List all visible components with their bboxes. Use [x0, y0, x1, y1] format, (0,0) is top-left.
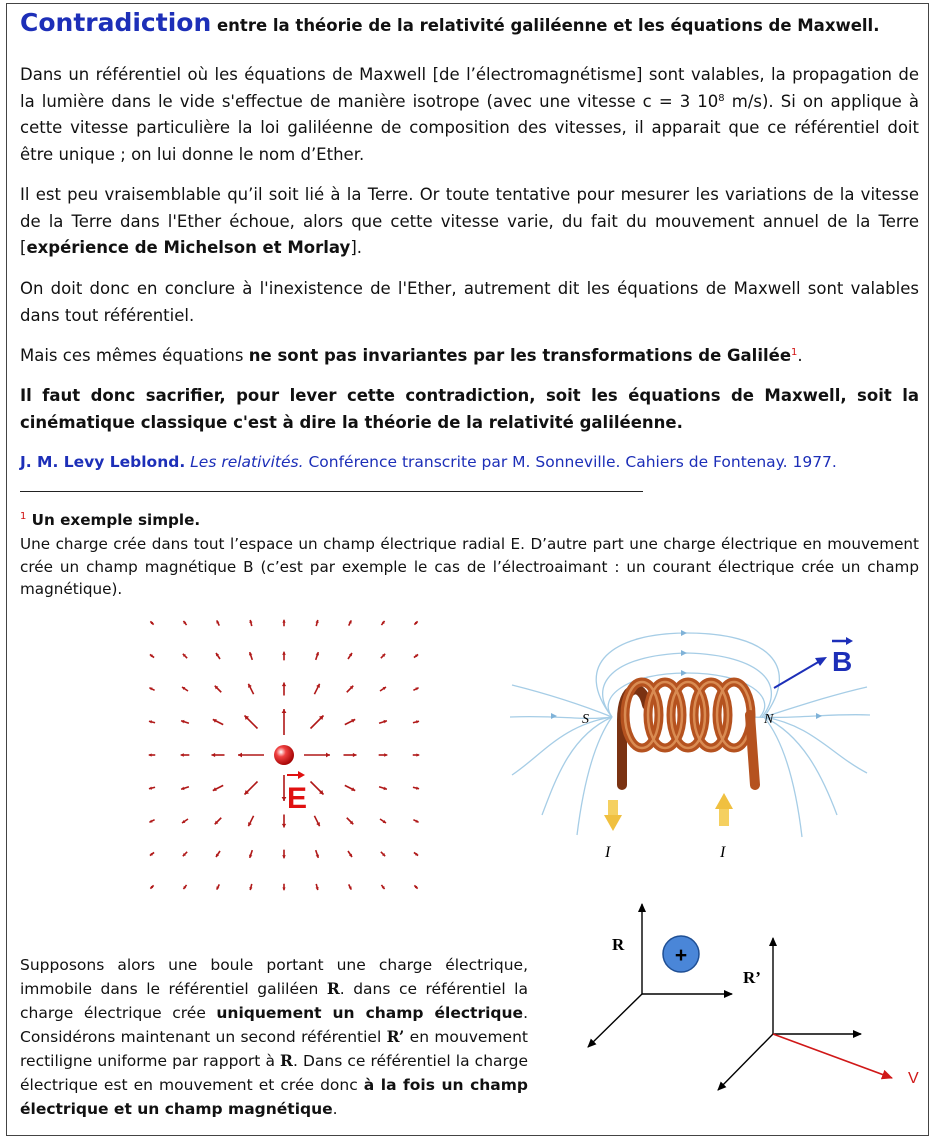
- field-arrowhead: [149, 753, 152, 756]
- para4-text-b: .: [797, 346, 803, 365]
- title-main: Contradiction: [20, 8, 212, 37]
- b-label: B: [832, 646, 853, 677]
- exponent: 8: [718, 92, 725, 104]
- bottom-text-3: . Considérons maintenant un second référentiel: [20, 1004, 528, 1046]
- reference-details: Conférence transcrite par M. Sonneville. Cahiers de Fontenay. 1977.: [303, 453, 837, 471]
- ref-r-2: R: [280, 1051, 293, 1070]
- field-arrowhead: [282, 887, 285, 890]
- frame-r-prime-axes: [718, 938, 861, 1090]
- bottom-paragraph: [20, 953, 528, 1121]
- field-arrowhead: [326, 753, 330, 758]
- bottom-text-4: en mouvement rectiligne uniforme par rapport à: [20, 1028, 528, 1070]
- paragraph-1: [20, 62, 919, 168]
- page-title: [20, 8, 920, 37]
- bottom-text-1: Supposons alors une boule portant une charge électrique, immobile dans le référentiel galiléen: [20, 956, 528, 998]
- ref-r-1: R: [326, 979, 340, 998]
- para4-bold: ne sont pas invariantes par les transformations de Galilée: [248, 346, 792, 365]
- footnote-heading-text: Un exemple simple.: [26, 511, 201, 529]
- field-arrowhead: [416, 753, 419, 756]
- field-arrowhead: [212, 753, 216, 757]
- para2-text-b: ].: [350, 238, 363, 257]
- bottom-bold-1: uniquement un champ électrique: [216, 1004, 524, 1022]
- footnote-number: 1: [20, 511, 27, 522]
- frame-r-prime-label: R’: [743, 968, 761, 987]
- e-label: E: [287, 782, 308, 815]
- north-label: N: [764, 712, 774, 727]
- field-arrowhead: [282, 652, 286, 655]
- reference-frames-diagram: [580, 900, 925, 1100]
- field-arrowhead: [353, 753, 357, 757]
- bottom-text-5: . Dans ce référentiel la charge électrique est en mouvement et crée donc: [20, 1052, 528, 1094]
- field-arrowhead: [282, 683, 286, 687]
- bottom-text-6: .: [332, 1100, 338, 1118]
- paragraph-5: Il faut donc sacrifier, pour lever cette contradiction, soit les équations de Maxwell, soit la cinématique classique c'est à dire la théorie de la relativité galiléenne.: [20, 386, 919, 432]
- field-arrowhead: [282, 620, 285, 623]
- field-arrowhead: [384, 753, 387, 757]
- para4-text-a: Mais ces mêmes équations: [20, 346, 249, 365]
- para2-text-a: Il est peu vraisemblable qu’il soit lié à la Terre. Or toute tentative pour mesurer les variations de la vitesse de la Terre dans l'Ether échoue, alors que cette vitesse varie, du fait du mouvement annuel de la Terre [: [20, 185, 919, 257]
- michelson-morlay: expérience de Michelson et Morlay: [26, 238, 351, 257]
- bottom-bold-2: à la fois un champ électrique et un champ magnétique: [20, 1076, 528, 1118]
- south-label: S: [582, 712, 589, 727]
- field-arrowhead: [238, 753, 242, 758]
- reference: [20, 453, 919, 471]
- title-rest: entre la théorie de la relativité galiléenne et les équations de Maxwell.: [211, 16, 880, 35]
- current-label-left: I: [605, 844, 611, 861]
- field-arrowhead: [282, 824, 286, 828]
- field-arrowhead: [282, 855, 286, 858]
- paragraph-4: [20, 343, 919, 370]
- current-label-right: I: [720, 844, 726, 861]
- charge-sign: +: [674, 944, 688, 967]
- electromagnet-diagram: [502, 625, 872, 865]
- frame-r-label: R: [612, 935, 625, 954]
- frame-r-axes: [588, 904, 732, 1047]
- footnote-marker[interactable]: 1: [791, 347, 798, 358]
- bottom-text-2: . dans ce référentiel la charge électrique crée: [20, 980, 528, 1022]
- para1-text-b: m/s). Si on applique à cette vitesse particulière la loi galiléenne de composition des vitesses, il apparait que ce référentiel doit être unique ; on lui donne le nom d’Ether.: [20, 91, 919, 164]
- footnote-separator: [20, 491, 643, 492]
- field-arrowhead: [282, 709, 287, 713]
- field-arrowhead: [282, 797, 287, 801]
- paragraph-3: On doit donc en conclure à l'inexistence de l'Ether, autrement dit les équations de Maxwell sont valables dans tout référentiel.: [20, 279, 919, 325]
- velocity-label: V: [908, 1070, 919, 1087]
- para1-text-a: Dans un référentiel où les équations de Maxwell [de l’électromagnétisme] sont valables, la propagation de la lumière dans le vide s'effectue de manière isotrope (avec une vitesse c = 3 10: [20, 65, 919, 111]
- paragraph-2: [20, 182, 919, 262]
- point-charge: [274, 745, 294, 765]
- velocity-vector: [773, 1034, 892, 1078]
- footnote-heading: [20, 509, 919, 532]
- footnote-text: Une charge crée dans tout l’espace un champ électrique radial E. D’autre part une charge électrique en mouvement crée un champ magnétique B (c’est par exemple le cas de l’électroaimant : un courant électrique crée un champ magnétique).: [20, 535, 919, 598]
- reference-author: J. M. Levy Leblond.: [20, 453, 186, 471]
- field-arrowhead: [181, 753, 184, 757]
- reference-work: Les relativités.: [185, 453, 304, 471]
- ref-r-prime: R’: [386, 1027, 405, 1046]
- electric-field-diagram: [135, 605, 435, 905]
- e-vector-arrowhead: [298, 771, 305, 779]
